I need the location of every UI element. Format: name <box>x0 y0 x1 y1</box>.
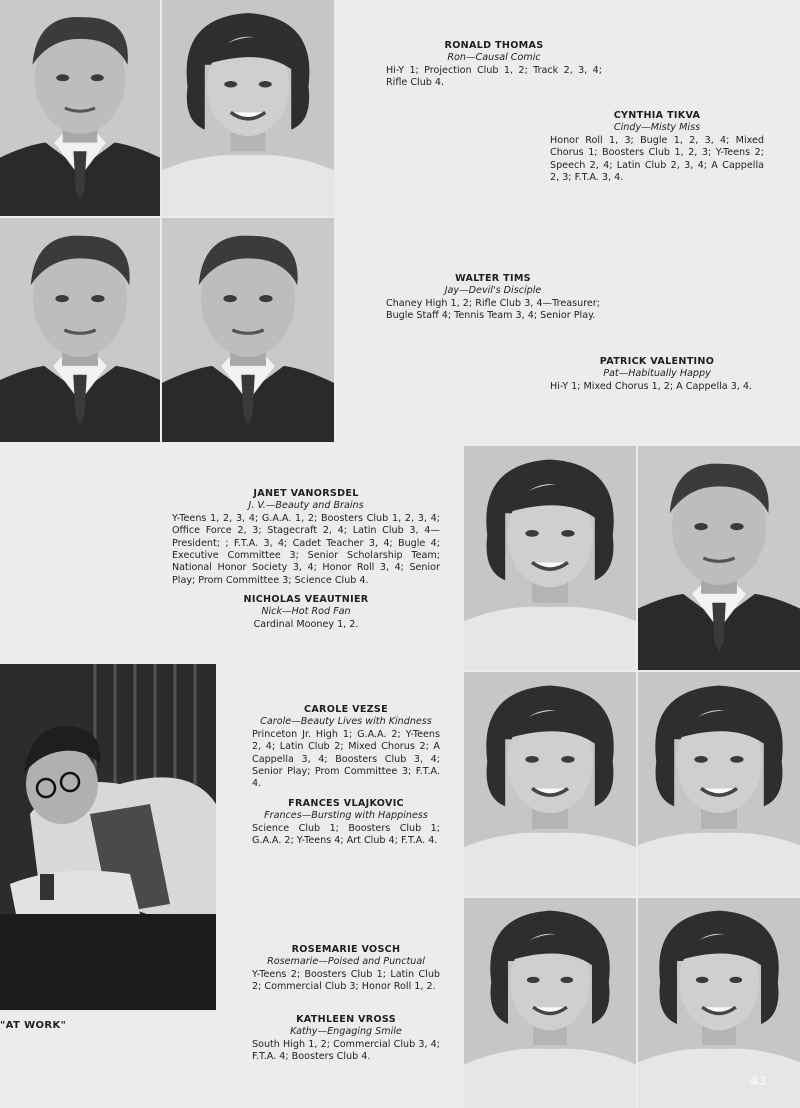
bio-frances-vlajkovic <box>252 798 440 848</box>
page-number: 43 <box>750 1074 767 1088</box>
student-activities: South High 1, 2; Commercial Club 3, 4; F.T.A. 4; Boosters Club 4. <box>252 1038 440 1063</box>
student-name: JANET VANORSDEL <box>253 488 359 499</box>
portrait-rosemarie-vosch <box>464 898 636 1108</box>
student-name: PATRICK VALENTINO <box>599 356 715 367</box>
student-nickname: Jay—Devil's Disciple <box>444 285 542 297</box>
student-activities: Hi-Y 1; Mixed Chorus 1, 2; A Cappella 3, 4. <box>550 380 753 392</box>
bio-carole-vezse <box>252 704 440 791</box>
student-name: RONALD THOMAS <box>444 40 544 51</box>
student-name: ROSEMARIE VOSCH <box>291 944 401 955</box>
bio-janet-vanorsdel <box>172 488 440 587</box>
student-nickname: Ron—Causal Comic <box>447 52 541 64</box>
student-nickname: J. V.—Beauty and Brains <box>248 500 364 512</box>
student-name: CYNTHIA TIKVA <box>613 110 701 121</box>
student-name: KATHLEEN VROSS <box>296 1014 396 1025</box>
student-name: CAROLE VEZSE <box>303 704 388 715</box>
student-activities: Y-Teens 2; Boosters Club 1; Latin Club 2; Commercial Club 3; Honor Roll 1, 2. <box>252 968 440 993</box>
student-activities: Princeton Jr. High 1; G.A.A. 2; Y-Teens 2, 4; Latin Club 2; Mixed Chorus 2; A Cappella 3, 4; Boosters Club 3, 4; Senior Play; Prom Committee 3; F.T.A. 4. <box>252 728 440 790</box>
student-activities: Honor Roll 1, 3; Bugle 1, 2, 3, 4; Mixed Chorus 1; Boosters Club 1, 2, 3; Y-Teens 2; Speech 2, 4; Latin Club 2, 3, 4; A Cappella 2, 3; F.T.A. 3, 4. <box>550 134 764 184</box>
photo-caption: "AT WORK" <box>0 1020 67 1031</box>
student-nickname: Pat—Habitually Happy <box>603 368 711 380</box>
portrait-nicholas-veautnier <box>638 446 800 670</box>
student-nickname: Cindy—Misty Miss <box>613 122 701 134</box>
student-name: FRANCES VLAJKOVIC <box>288 798 404 809</box>
student-nickname: Carole—Beauty Lives with Kindness <box>260 716 432 728</box>
student-activities: Hi-Y 1; Projection Club 1, 2; Track 2, 3, 4; Rifle Club 4. <box>386 64 602 89</box>
bio-nicholas-veautnier <box>172 594 440 631</box>
candid-photo-at-work <box>0 664 216 1010</box>
student-activities: Science Club 1; Boosters Club 1; G.A.A. 2; Y-Teens 4; Art Club 4; F.T.A. 4. <box>252 822 440 847</box>
portrait-carole-vezse <box>464 672 636 896</box>
student-activities: Cardinal Mooney 1, 2. <box>253 618 359 630</box>
portrait-cynthia-tikva <box>162 0 334 216</box>
student-nickname: Rosemarie—Poised and Punctual <box>267 956 425 968</box>
bio-patrick-valentino <box>550 356 764 393</box>
portrait-janet-vanorsdel <box>464 446 636 670</box>
student-activities: Y-Teens 1, 2, 3, 4; G.A.A. 1, 2; Boosters Club 1, 2, 3, 4; Office Force 2, 3; Stagecraft 2, 4; Latin Club 3, 4—President; ; F.T.A. 3, 4; Cadet Teacher 3, 4; Bugle 4; Executive Committee 3; Senior Scholarship Team; National Honor Society 3, 4; Honor Roll 3, 4; Senior Play; Prom Committee 3; Science Club 4. <box>172 512 440 586</box>
bio-walter-tims <box>386 273 600 323</box>
bio-kathleen-vross <box>252 1014 440 1064</box>
portrait-kathleen-vross <box>638 898 800 1108</box>
bio-ronald-thomas <box>386 40 602 90</box>
bio-rosemarie-vosch <box>252 944 440 994</box>
student-name: WALTER TIMS <box>455 273 531 284</box>
student-nickname: Frances—Bursting with Happiness <box>264 810 428 822</box>
student-name: NICHOLAS VEAUTNIER <box>243 594 369 605</box>
portrait-frances-vlajkovic <box>638 672 800 896</box>
student-activities: Chaney High 1, 2; Rifle Club 3, 4—Treasurer; Bugle Staff 4; Tennis Team 3, 4; Senior Play. <box>386 297 600 322</box>
portrait-ronald-thomas <box>0 0 160 216</box>
portrait-patrick-valentino <box>162 218 334 442</box>
student-nickname: Nick—Hot Rod Fan <box>261 606 351 618</box>
portrait-walter-tims <box>0 218 160 442</box>
bio-cynthia-tikva <box>550 110 764 184</box>
student-nickname: Kathy—Engaging Smile <box>290 1026 402 1038</box>
